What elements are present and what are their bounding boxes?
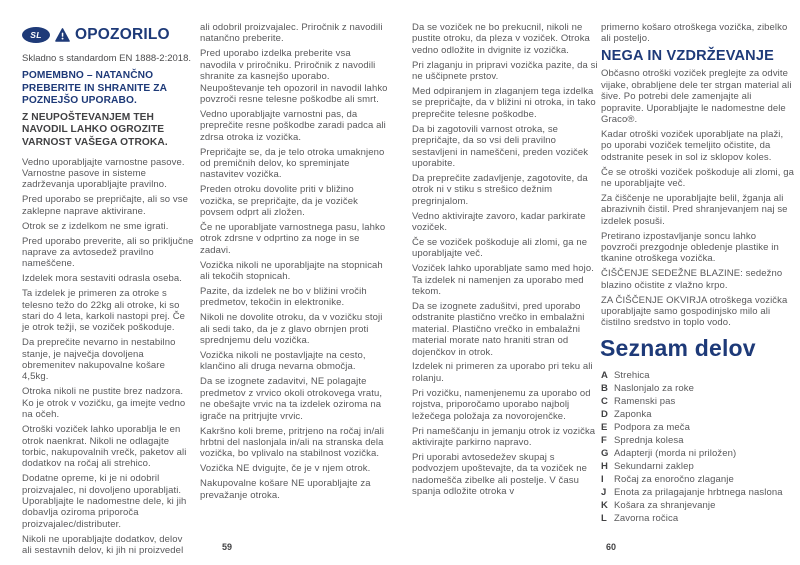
part-letter: C xyxy=(601,395,608,407)
paragraph: Vedno uporabljajte varnostni pas, da preprečite resne poškodbe zaradi padca ali zdrsa otroka iz vozička. xyxy=(200,108,386,143)
part-letter: J xyxy=(601,486,607,498)
part-letter: A xyxy=(601,369,608,381)
part-item xyxy=(601,397,795,407)
paragraph: Nikoli ne dovolite otroku, da v vozičku stoji ali sedi tako, da je z glavo obrnjen proti sprednjemu delu vozička. xyxy=(200,312,383,347)
part-label: Ramenski pas xyxy=(614,395,676,407)
parts-list xyxy=(601,371,795,524)
warning-paragraphs-col3 xyxy=(412,22,601,497)
care-section-title: NEGA IN VZDRŽEVANJE xyxy=(601,48,774,65)
part-letter: G xyxy=(601,447,609,459)
part-label: Ročaj za enoročno zlaganje xyxy=(614,473,734,485)
language-badge: SL xyxy=(22,27,50,43)
part-letter: B xyxy=(601,382,608,394)
part-label: Enota za prilagajanje hrbtnega naslona xyxy=(614,486,783,498)
part-letter: F xyxy=(601,434,607,446)
paragraph: Med odpiranjem in zlaganjem tega izdelka se prepričajte, da v bližini ni otroka, in tako preprečite telesne poškodbe. xyxy=(412,86,596,120)
warning-paragraphs-col2 xyxy=(200,22,389,501)
part-label: Podpora za meča xyxy=(614,421,690,433)
part-label: Zaponka xyxy=(614,408,652,420)
carryover-paragraphs xyxy=(601,22,795,45)
paragraph: Izdelek ni primeren za uporabo pri teku ali rolanju. xyxy=(412,361,593,384)
part-item xyxy=(601,475,795,485)
part-item xyxy=(601,436,795,446)
warning-header-row xyxy=(22,26,194,44)
paragraph: Dodatne opreme, ki je ni odobril proizvajalec, ni dovoljeno uporabljati. Uporabljajte le nadomestne dele, ki jih dobavlja oziroma priporoča proizvajalec/distributer. xyxy=(22,473,187,530)
paragraph: Nakupovalne košare NE uporabljajte za prevažanje otroka. xyxy=(200,478,371,501)
warning-title: OPOZORILO xyxy=(75,26,170,43)
caution-note: Z NEUPOŠTEVANJEM TEH NAVODIL LAHKO OGROZITE VARNOST VAŠEGA OTROKA. xyxy=(22,111,168,148)
paragraph: Da preprečite nevarno in nestabilno stanje, je največja dovoljena obremenitev nakupovalne košare 4,5kg. xyxy=(22,337,176,383)
part-label: Zavorna ročica xyxy=(614,512,679,524)
page-number-right: 60 xyxy=(606,542,617,552)
paragraph: Izdelek mora sestaviti odrasla oseba. xyxy=(22,273,182,285)
part-item xyxy=(601,462,795,472)
standard-note: Skladno s standardom EN 1888-2:2018. xyxy=(22,53,191,64)
important-note: POMEMBNO – NATANČNO PREBERITE IN SHRANITE ZA POZNEJŠO UPORABO. xyxy=(22,70,167,107)
right-page-column-2 xyxy=(601,22,795,527)
paragraph: Voziček lahko uporabljate samo med hojo. Ta izdelek ni namenjen za uporabo med tekom. xyxy=(412,263,594,298)
paragraph: Občasno otroški voziček preglejte za odvite vijake, obrabljene dele ter strgan material ali šive. Po potrebi dele zamenjajte ali popravite. Uporabljajte le nadomestne dele Graco®. xyxy=(601,68,792,125)
paragraph: Pazite, da izdelek ne bo v bližini vročih predmetov, tekočin in elektronike. xyxy=(200,286,367,309)
part-item xyxy=(601,371,795,381)
paragraph: Otrok se z izdelkom ne sme igrati. xyxy=(22,220,169,232)
page-number-left: 59 xyxy=(222,542,233,552)
paragraph: Pred uporabo izdelka preberite vsa navodila v priročniku. Priročnik z navodili shranite za kasnejšo uporabo. Neupoštevanje teh opozoril in navodil lahko povzroči resne telesne poškodbe ali smrt. xyxy=(200,48,388,105)
paragraph: Če se otroški voziček poškoduje ali zlomi, ga ne uporabljajte več. xyxy=(601,166,795,189)
paragraph: Pri zlaganju in pripravi vozička pazite, da si ne uščipnete prstov. xyxy=(412,59,598,83)
paragraph: Kadar otroški voziček uporabljate na plaži, po uporabi voziček temeljito očistite, da odstranite pesek in sol iz sklopov koles. xyxy=(601,128,784,163)
paragraph: Da se izognete zadušitvi, pred uporabo odstranite plastično vrečko in embalažni material. Plastično vrečko in embalažni material morate nato hraniti stran od dojenčkov in otrok. xyxy=(412,300,585,358)
paragraph: Vozička nikoli ne uporabljajte na stopnicah ali tekočih stopnicah. xyxy=(200,259,383,283)
part-label: Strehica xyxy=(614,369,650,381)
paragraph: Vedno aktivirajte zavoro, kadar parkirate voziček. xyxy=(412,210,586,233)
paragraph: Pri vozičku, namenjenemu za uporabo od rojstva, priporočamo uporabo najbolj ležečega položaja za novorojenčke. xyxy=(412,387,591,422)
paragraph: Da bi zagotovili varnost otroka, se prepričajte, da so vsi deli pravilno sestavljeni in nameščeni, preden voziček uporabite. xyxy=(412,123,589,169)
part-letter: E xyxy=(601,421,608,433)
part-label: Adapterji (morda ni priložen) xyxy=(614,447,737,459)
part-item xyxy=(601,449,795,459)
paragraph: Da se izognete zadavitvi, NE polagajte predmetov z vrvico okoli otrokovega vratu, ne obešajte vrvic na ta izdelek oziroma na igrače na pritrjujte vrvic. xyxy=(200,376,383,422)
paragraph: Kakršno koli breme, pritrjeno na ročaj in/ali hrbtni del naslonjala in/ali na stranska dela vozička, bo vplivalo na stabilnost vozička. xyxy=(200,425,385,460)
part-label: Naslonjalo za roke xyxy=(614,382,694,394)
paragraph: Vozička NE dvigujte, če je v njem otrok. xyxy=(200,463,371,475)
right-page-column-1 xyxy=(412,22,601,501)
paragraph: Pretirano izpostavljanje soncu lahko povzroči prezgodnje obledenje plastike in tkanine otroškega vozička. xyxy=(601,230,779,265)
paragraph: Nikoli ne uporabljajte dodatkov, delov ali sestavnih delov, ki jih ni proizvedel xyxy=(22,533,184,557)
part-letter: H xyxy=(601,460,608,472)
part-item xyxy=(601,410,795,420)
paragraph: Vedno uporabljajte varnostne pasove. Varnostne pasove in sisteme zadrževanja uporabljajte pravilno. xyxy=(22,156,185,191)
paragraph: Če se voziček poškoduje ali zlomi, ga ne uporabljajte več. xyxy=(412,236,588,260)
part-letter: I xyxy=(601,473,604,485)
part-item xyxy=(601,488,795,498)
part-letter: D xyxy=(601,408,608,420)
part-item xyxy=(601,423,795,433)
paragraph: Pri nameščanju in jemanju otrok iz vozička aktivirajte parkirno napravo. xyxy=(412,425,596,448)
parts-list-title: Seznam delov xyxy=(600,334,756,361)
paragraph: Da preprečite zadavljenje, zagotovite, da otrok ni v stiku s strešico dežnim pregrinjalom. xyxy=(412,172,588,207)
part-letter: K xyxy=(601,499,608,511)
paragraph: Otroški voziček lahko uporablja le en otrok naenkrat. Nikoli ne odlagajte torbic, nakupovalnih vrečk, paketov ali dodatkov na ročaj ali strehico. xyxy=(22,424,187,470)
paragraph: primerno košaro otroškega vozička, zibelko ali posteljo. xyxy=(601,22,788,45)
part-label: Košara za shranjevanje xyxy=(614,499,716,511)
part-label: Sekundarni zaklep xyxy=(614,460,694,472)
care-paragraphs xyxy=(601,68,795,329)
paragraph: Za čiščenje ne uporabljajte belil, žganja ali abrazivnih čistil. Pred shranjevanjem naj se izdelek posuši. xyxy=(601,192,788,227)
paragraph: Vozička nikoli ne postavljajte na cesto, klančino ali druga nevarna območja. xyxy=(200,350,366,373)
paragraph: Ta izdelek je primeren za otroke s telesno težo do 22kg ali otroke, ki so stari do 4 leta, karkoli nastopi prej. Če je otrok težji, se voziček poškoduje. xyxy=(22,288,186,334)
paragraph: Pri uporabi avtosedežev skupaj s podvozjem upoštevajte, da ta voziček ne nadomešča zibelke ali postelje. V času spanja odložite otroka v xyxy=(412,451,588,498)
paragraph: Otroka nikoli ne pustite brez nadzora. Ko je otrok v vozičku, ga imejte vedno na očeh. xyxy=(22,386,186,421)
paragraph: ZA ČIŠČENJE OKVIRJA otroškega vozička uporabljajte samo gospodinjsko milo ali čistilno sredstvo in toplo vodo. xyxy=(601,294,788,329)
left-page-column-2 xyxy=(200,22,389,504)
paragraph: Prepričajte se, da je telo otroka umaknjeno od premičnih delov, ko spreminjate nastavitev vozička. xyxy=(200,146,385,181)
paragraph: Če ne uporabljate varnostnega pasu, lahko otrok zdrsne v odprtino za noge in se zadavi. xyxy=(200,222,386,256)
part-label: Sprednja kolesa xyxy=(614,434,684,446)
paragraph: ČIŠČENJE SEDEŽNE BLAZINE: sedežno blazino očistite z vlažno krpo. xyxy=(601,268,783,291)
warning-paragraphs-col1 xyxy=(22,157,194,557)
part-letter: L xyxy=(601,512,607,524)
part-item xyxy=(601,384,795,394)
paragraph: ali odobril proizvajalec. Priročnik z navodili natančno preberite. xyxy=(200,22,383,45)
paragraph: Da se voziček ne bo prekucnil, nikoli ne pustite otroku, da pleza v voziček. Otroka vedno odložite in dvignite iz vozička. xyxy=(412,22,590,56)
paragraph: Pred uporabo se prepričajte, ali so vse zaklepne naprave aktivirane. xyxy=(22,194,189,217)
part-item xyxy=(601,514,795,524)
warning-triangle-icon xyxy=(55,28,70,42)
left-page-column-1 xyxy=(22,22,194,560)
paragraph: Pred uporabo preverite, ali so priključne naprave za avtosedež pravilno nameščene. xyxy=(22,235,194,270)
paragraph: Preden otroku dovolite priti v bližino vozička, se prepričajte, da je voziček povsem odprt ali zložen. xyxy=(200,184,358,219)
part-item xyxy=(601,501,795,511)
